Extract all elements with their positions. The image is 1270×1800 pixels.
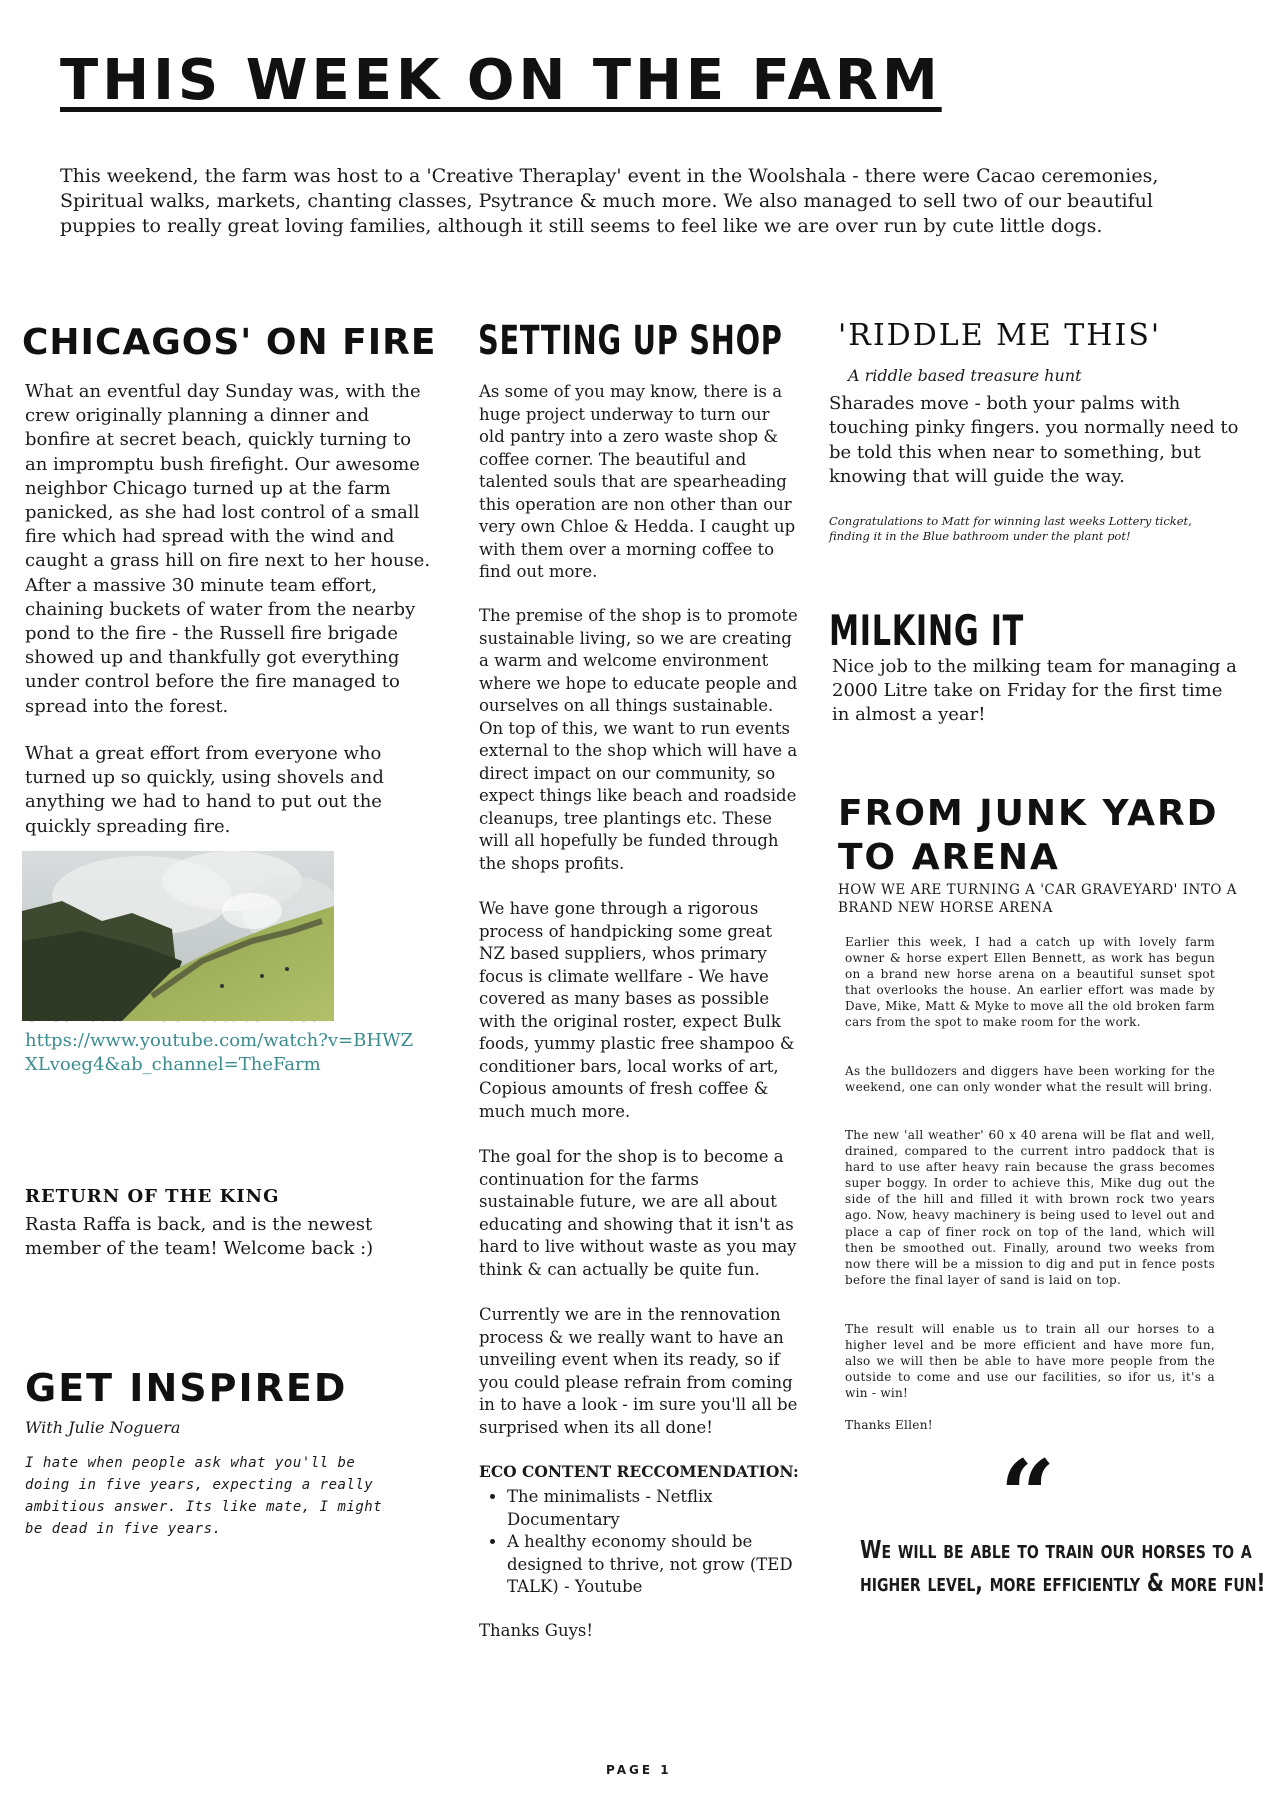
return-of-king-heading: RETURN OF THE KING xyxy=(25,1186,280,1207)
milking-body: Nice job to the milking team for managing a 2000 Litre take on Friday for the first time in almost a year! xyxy=(832,656,1237,725)
eco-item: • A healthy economy should be designed to thrive, not grow (TED TALK) - Youtube xyxy=(507,1531,807,1599)
arena-thanks: Thanks Ellen! xyxy=(845,1418,933,1432)
arena-heading-line-2: TO ARENA xyxy=(838,837,1060,878)
shop-paragraph-1: As some of you may know, there is a huge project underway to turn our old pantry into a zero waste shop & coffee corner. The beautiful and talented souls that are spearheading this operation are non other than our very own Chloe & Hedda. I caught up with them over a morning coffee to find out more. xyxy=(479,382,796,581)
shop-paragraph-5: Currently we are in the rennovation process & we really want to have an unveiling event when its ready, so if you could please refrain from coming in to have a look - im sure you'll all be surprised when its all done! xyxy=(479,1305,798,1437)
lottery-congrats: Congratulations to Matt for winning last weeks Lottery ticket, finding it in the Blue bathroom under the plant pot! xyxy=(829,514,1192,543)
milking-heading: MILKING IT xyxy=(829,606,1025,655)
chicagos-paragraph-2: What a great effort from everyone who turned up so quickly, using shovels and anything we had to hand to put out the quickly spreading fire. xyxy=(25,743,384,837)
arena-subtitle: HOW WE ARE TURNING A 'CAR GRAVEYARD' INTO A BRAND NEW HORSE ARENA xyxy=(838,882,1237,916)
quote-mark-icon: “ xyxy=(1000,1439,1056,1552)
chicagos-heading: CHICAGOS' ON FIRE xyxy=(22,322,437,363)
get-inspired-heading: GET INSPIRED xyxy=(25,1366,348,1410)
shop-paragraph-3: We have gone through a rigorous process of handpicking some great NZ based suppliers, whos primary focus is climate wellfare - We have covered as many bases as possible with the original roster, expect Bulk foods, yummy plastic free shampoo & conditioner bars, local works of art, Copious amounts of fresh coffee & much much more. xyxy=(479,899,795,1121)
shop-paragraph-4: The goal for the shop is to become a continuation for the farms sustainable future, we are all about educating and showing that it isn't as hard to live without waste as you may think & can actually be quite fun. xyxy=(479,1147,797,1279)
shop-paragraph-2: The premise of the shop is to promote sustainable living, so we are creating a warm and welcome environment where we hope to educate people and ourselves on all things sustainable. On top of this, we want to run events external to the shop which will have a direct impact on our community, so expect things like beach and roadside cleanups, tree plantings etc. These will all hopefully be funded through the shops profits. xyxy=(479,606,798,873)
video-link[interactable]: https://www.youtube.com/watch?v=BHWZXLvoeg4&ab_channel=TheFarm xyxy=(25,1030,414,1075)
arena-paragraph-2: As the bulldozers and diggers have been working for the weekend, one can only wonder what the result will bring. xyxy=(845,1064,1215,1095)
riddle-heading: 'RIDDLE ME THIS' xyxy=(838,318,1162,353)
arena-heading xyxy=(838,792,1219,880)
fire-hill-image xyxy=(22,851,334,1021)
riddle-body: Sharades move - both your palms with touching pinky fingers. you normally need to be told this when near to something, but knowing that will guide the way. xyxy=(829,393,1239,488)
riddle-subtitle: A riddle based treasure hunt xyxy=(848,366,1082,385)
arena-heading-line-1: FROM JUNK YARD xyxy=(838,793,1219,834)
arena-paragraph-4: The result will enable us to train all our horses to a higher level and be more efficient and have more fun, also we will then be able to have more people from the outside to come and use our facilities, so ifor us, it's a win - win! xyxy=(845,1322,1215,1401)
shop-thanks: Thanks Guys! xyxy=(479,1621,594,1640)
get-inspired-quote: I hate when people ask what you'll be doing in five years, expecting a really ambitious answer. Its like mate, I might be dead in five years. xyxy=(25,1455,383,1537)
return-of-king-body: Rasta Raffa is back, and is the newest member of the team! Welcome back :) xyxy=(25,1214,374,1259)
arena-paragraph-1: Earlier this week, I had a catch up with lovely farm owner & horse expert Ellen Bennett, as work has begun on a brand new horse arena on a beautiful sunset spot that overlooks the house. An earlier effort was made by Dave, Mike, Matt & Myke to move all the old broken farm cars from the spot to make room for the work. xyxy=(845,935,1215,1030)
eco-list xyxy=(479,1486,807,1599)
page-number: PAGE 1 xyxy=(606,1763,672,1777)
fire-photo xyxy=(22,851,334,1021)
pull-quote: We will be able to train our horses to a higher level, more efficiently & more fun! xyxy=(860,1535,1266,1597)
eco-heading: ECO CONTENT RECCOMENDATION: xyxy=(479,1462,799,1481)
arena-paragraph-3: The new 'all weather' 60 x 40 arena will be flat and well, drained, compared to the current intro paddock that is hard to use after heavy rain because the grass becomes super boggy. In order to achieve this, Mike dug out the side of the hill and filled it with brown rock two years ago. Now, heavy machinery is being used to level out and place a cap of finer rock on top of the land, which will then be smoothed out. Finally, around two weeks from now there will be a mission to dig and put in fence posts before the final layer of sand is laid on top. xyxy=(845,1128,1215,1287)
chicagos-paragraph-1: What an eventful day Sunday was, with the crew originally planning a dinner and bonfire at secret beach, quickly turning to an impromptu bush firefight. Our awesome neighbor Chicago turned up at the farm panicked, as she had lost control of a small fire which had spread with the wind and caught a grass hill on fire next to her house. After a massive 30 minute team effort, chaining buckets of water from the nearby pond to the fire - the Russell fire brigade showed up and thankfully got everything under control before the fire managed to spread into the forest. xyxy=(25,381,431,717)
intro-paragraph: This weekend, the farm was host to a 'Creative Theraplay' event in the Woolshala - there were Cacao ceremonies, Spiritual walks, markets, chanting classes, Psytrance & much more. We also managed to sell two of our beautiful puppies to really great loving families, although it still seems to feel like we are over run by cute little dogs. xyxy=(60,165,1159,237)
get-inspired-byline: With Julie Noguera xyxy=(25,1418,181,1437)
setting-up-shop-heading: SETTING UP SHOP xyxy=(478,318,783,364)
eco-item: • The minimalists - Netflix Documentary xyxy=(507,1486,807,1531)
page-title: THIS WEEK ON THE FARM xyxy=(60,48,942,113)
